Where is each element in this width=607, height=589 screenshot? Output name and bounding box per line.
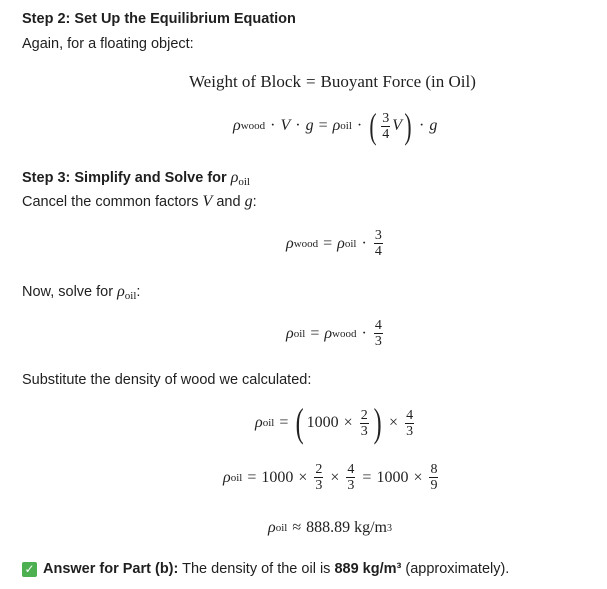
equation-weight-buoyant	[189, 72, 476, 92]
dot-operator: ·	[419, 117, 425, 134]
equals-operator: =	[318, 117, 328, 134]
equation-simplified: ρ wood = ρ oil · $\frac{3}{4}$	[286, 228, 382, 259]
subscript-wood: wood	[240, 120, 266, 132]
gravity-symbol: g	[305, 117, 314, 134]
step3-heading: Step 3: Simplify and Solve for $\rho_{oil}$	[22, 169, 250, 188]
dot-operator: ·	[270, 117, 276, 134]
answer-label: Answer for Part (b):	[43, 561, 179, 577]
rho-symbol: ρ	[332, 117, 341, 134]
fraction-three-quarters: $\frac{3}{4}$	[382, 110, 390, 142]
eq1-right: Buoyant Force (in Oil)	[320, 72, 476, 91]
cancel-instruction: Cancel the common factors V and g:	[22, 193, 257, 210]
eq1-left: Weight of Block	[189, 72, 301, 91]
equation-equilibrium	[233, 108, 437, 144]
fraction-two-thirds: $\frac{2}{3}$	[360, 407, 368, 439]
gravity-symbol: g	[429, 117, 438, 134]
fraction-two-thirds: $\frac{2}{3}$	[315, 462, 323, 493]
substitute-instruction: Substitute the density of wood we calculated:	[22, 372, 312, 388]
subscript-oil: oil	[340, 120, 352, 132]
left-paren: (	[296, 400, 305, 445]
dot-operator: ·	[356, 117, 363, 134]
step2-heading: Step 2: Set Up the Equilibrium Equation	[22, 11, 296, 27]
eq1-equals: =	[305, 72, 316, 91]
step2-intro: Again, for a floating object:	[22, 36, 194, 52]
rho-symbol: ρ	[233, 117, 241, 134]
answer-value: 889 kg/m³	[334, 561, 402, 577]
fraction-four-thirds: $\frac{4}{3}$	[374, 318, 382, 349]
equation-solved: ρ oil = ρ wood · $\frac{4}{3}$	[286, 318, 382, 349]
equation-result: ρ oil ≈ 888.89 kg/m 3	[268, 519, 392, 536]
dot-operator: ·	[295, 117, 301, 134]
solve-instruction: Now, solve for $\rho_{oil}$:	[22, 283, 141, 302]
fraction-four-thirds: $\frac{4}{3}$	[406, 407, 414, 439]
check-icon: ✓	[22, 562, 37, 577]
fraction-four-thirds: $\frac{4}{3}$	[347, 462, 355, 493]
subscript-oil: oil	[238, 176, 250, 188]
fraction-eight-ninths: $\frac{8}{9}$	[430, 462, 438, 493]
left-paren: (	[369, 106, 377, 146]
answer-line: Answer for Part (b): The density of the oil is 889 kg/m³ (approximately).	[43, 561, 510, 577]
fraction-three-quarters: $\frac{3}{4}$	[374, 228, 382, 259]
volume-symbol: V	[392, 117, 403, 134]
rho-symbol: ρ	[230, 169, 239, 186]
equation-substitution: ρ oil = ( 1000 × $\frac{2}{3}$ ) × $\frac{4}{3}$	[255, 400, 414, 445]
volume-symbol: V	[280, 117, 291, 134]
right-paren: )	[373, 400, 382, 445]
right-paren: )	[404, 106, 412, 146]
equation-multiplication: ρ oil = 1000 × $\frac{2}{3}$ × $\frac{4}{3}$ = 1000 × $\frac{8}{9}$	[223, 462, 438, 493]
